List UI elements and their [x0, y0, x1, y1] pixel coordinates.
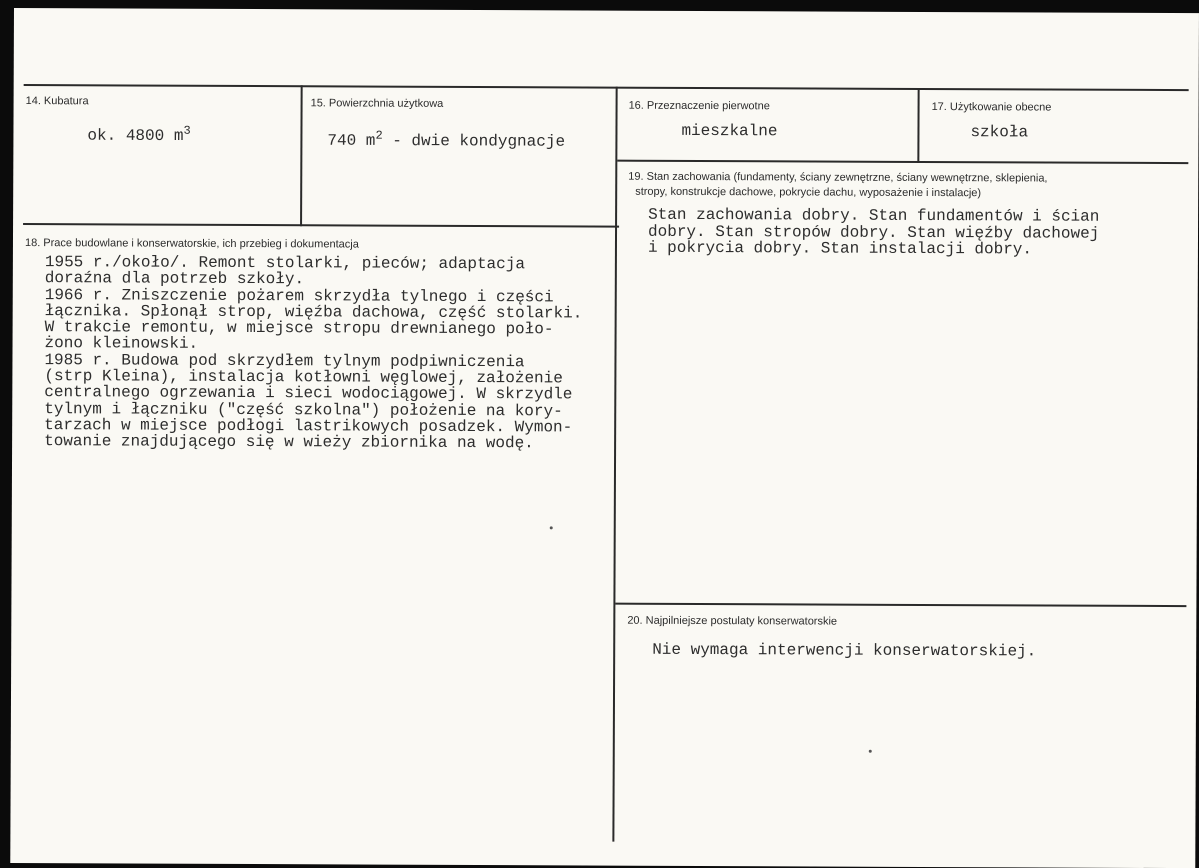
- field-18-line: 1966 r. Zniszczenie pożarem skrzydła tylnego i części: [44, 286, 554, 307]
- field-19-label: 19. Stan zachowania (fundamenty, ściany zewnętrzne, ściany wewnętrzne, sklepienia,: [628, 170, 1048, 185]
- field-15-label: 15. Powierzchnia użytkowa: [310, 97, 444, 110]
- divider-v-main: [612, 87, 617, 842]
- field-14-label: 14. Kubatura: [25, 95, 89, 108]
- field-18-line: towanie znajdującego się w wieży zbiornika na wodę.: [44, 432, 534, 453]
- field-15-value-exponent: 2: [375, 128, 383, 143]
- field-16-value: mieszkalne: [681, 121, 778, 141]
- field-19-line: i pokrycia dobry. Stan instalacji dobry.: [647, 238, 1033, 259]
- field-18-line: żono kleinowski.: [44, 334, 199, 353]
- field-19-line: dobry. Stan stropów dobry. Stan więźby dachowej: [647, 222, 1100, 243]
- field-19-label-cont: stropy, konstrukcje dachowe, pokrycie dachu, wyposażenie i instalacje): [635, 185, 982, 200]
- divider-row2: [23, 223, 619, 228]
- field-18-line: centralnego ogrzewania i sieci wodociągowej. W skrzydle: [44, 383, 573, 404]
- paper-speck: [550, 526, 553, 529]
- field-14-value: [87, 122, 190, 144]
- record-card: [10, 8, 1199, 868]
- field-14-value-exponent: 3: [183, 123, 191, 138]
- divider-right-row3: [615, 603, 1186, 607]
- field-18-line: tarzach w miejsce podłogi lastrikowych posadzek. Wymon-: [44, 416, 573, 437]
- field-18-label: 18. Prace budowlane i konserwatorskie, ich przebieg i dokumentacja: [24, 237, 359, 251]
- field-18-line: W trakcie remontu, w miejsce stropu drewnianego poło-: [44, 318, 554, 339]
- field-18-line: 1985 r. Budowa pod skrzydłem tylnym podpiwniczenia: [44, 351, 525, 372]
- field-15-value-suffix: - dwie kondygnacje: [382, 131, 566, 151]
- field-18-line: łącznika. Spłonął strop, więźba dachowa, część stolarki.: [44, 302, 583, 323]
- field-20-label: 20. Najpilniejsze postulaty konserwatorskie: [627, 614, 838, 628]
- divider-right-row2: [617, 160, 1188, 164]
- field-19-line: Stan zachowania dobry. Stan fundamentów i ścian: [648, 205, 1100, 226]
- field-17-value: szkoła: [970, 123, 1029, 142]
- field-20-value: Nie wymaga interwencji konserwatorskiej.: [652, 640, 1037, 661]
- field-18-line: 1955 r./około/. Remont stolarki, pieców; adaptacja: [44, 253, 526, 274]
- field-16-label: 16. Przeznaczenie pierwotne: [628, 99, 770, 113]
- field-14-value-text: ok. 4800 m: [87, 126, 184, 146]
- field-18-line: tylnym i łączniku ("część szkolna") położenie na kory-: [44, 400, 563, 421]
- field-17-label: 17. Użytkowanie obecne: [931, 101, 1052, 114]
- paper-speck: [869, 750, 872, 753]
- field-18-line: doraźna dla potrzeb szkoły.: [44, 269, 305, 289]
- field-15-value-text: 740 m: [327, 131, 376, 150]
- field-18-line: (strp Kleina), instalacja kotłowni węglowej, założenie: [44, 367, 563, 388]
- divider-v1: [300, 85, 303, 226]
- divider-v3: [917, 88, 919, 163]
- divider-top: [24, 84, 1189, 91]
- field-15-value: [327, 127, 565, 150]
